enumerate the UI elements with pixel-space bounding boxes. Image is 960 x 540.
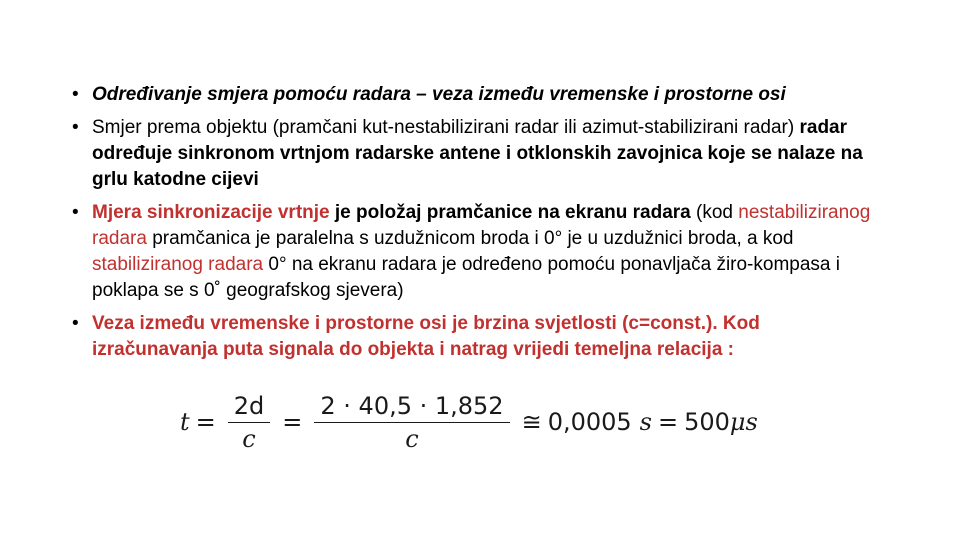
fraction-numeric (314, 392, 509, 453)
bullet-3-red-a: nestabiliziranog radara (92, 202, 871, 249)
formula-t: t (180, 408, 190, 436)
bullet-1-text: Određivanje smjera pomoću radara – veza između vremenske i prostorne osi (92, 84, 786, 105)
bullet-dot-icon: • (72, 313, 79, 334)
fraction-numerator: 2d (228, 392, 271, 423)
formula (180, 382, 758, 462)
bullet-item-3 (72, 200, 872, 304)
bullet-3-text-a: (kod (690, 202, 739, 223)
formula-equals: = (195, 408, 216, 436)
bullet-dot-icon: • (72, 117, 79, 138)
formula-unit-s: s (639, 408, 652, 436)
bullet-item-2 (72, 115, 872, 193)
formula-result: 0,0005 (547, 408, 632, 436)
bullet-3-bold: je položaj pramčanice na ekranu radara (329, 202, 691, 223)
bullet-dot-icon: • (72, 84, 79, 105)
formula-result-2: 500 (684, 408, 730, 436)
bullet-2-text-normal: Smjer prema objektu (pramčani kut-nestabilizirani radar ili azimut-stabilizirani radar) (92, 117, 800, 138)
formula-equals: = (658, 408, 679, 436)
bullet-list (72, 82, 872, 370)
bullet-item-4 (72, 311, 872, 363)
bullet-3-text-b: pramčanica je paralelna s uzdužnicom broda i 0° je u uzdužnici broda, a kod (146, 228, 794, 249)
fraction-2d-over-c (228, 392, 271, 453)
fraction-denominator: c (405, 424, 419, 453)
formula-approx: ≅ (521, 408, 542, 436)
fraction-denominator: c (242, 424, 256, 453)
bullet-dot-icon: • (72, 202, 79, 223)
formula-equals: = (282, 408, 303, 436)
formula-unit-us: μs (729, 408, 758, 436)
bullet-3-text-c: 0° na ekranu radara je određeno pomoću ponavljača žiro-kompasa i poklapa se s 0˚ geografskog sjevera) (92, 254, 840, 301)
bullet-2-text-bold: radar određuje sinkronom vrtnjom radarske antene i otklonskih zavojnica koje se nalaze na grlu katodne cijevi (92, 117, 863, 190)
bullet-4-text: Veza između vremenske i prostorne osi je brzina svjetlosti (c=const.). Kod izračunavanja puta signala do objekta i natrag vrijedi temeljna relacija : (92, 313, 760, 360)
bullet-item-1 (72, 82, 872, 108)
bullet-3-red-bold: Mjera sinkronizacije vrtnje (92, 202, 330, 223)
bullet-3-red-b: stabiliziranog radara (92, 254, 264, 275)
fraction-numerator: 2 · 40,5 · 1,852 (314, 392, 509, 423)
